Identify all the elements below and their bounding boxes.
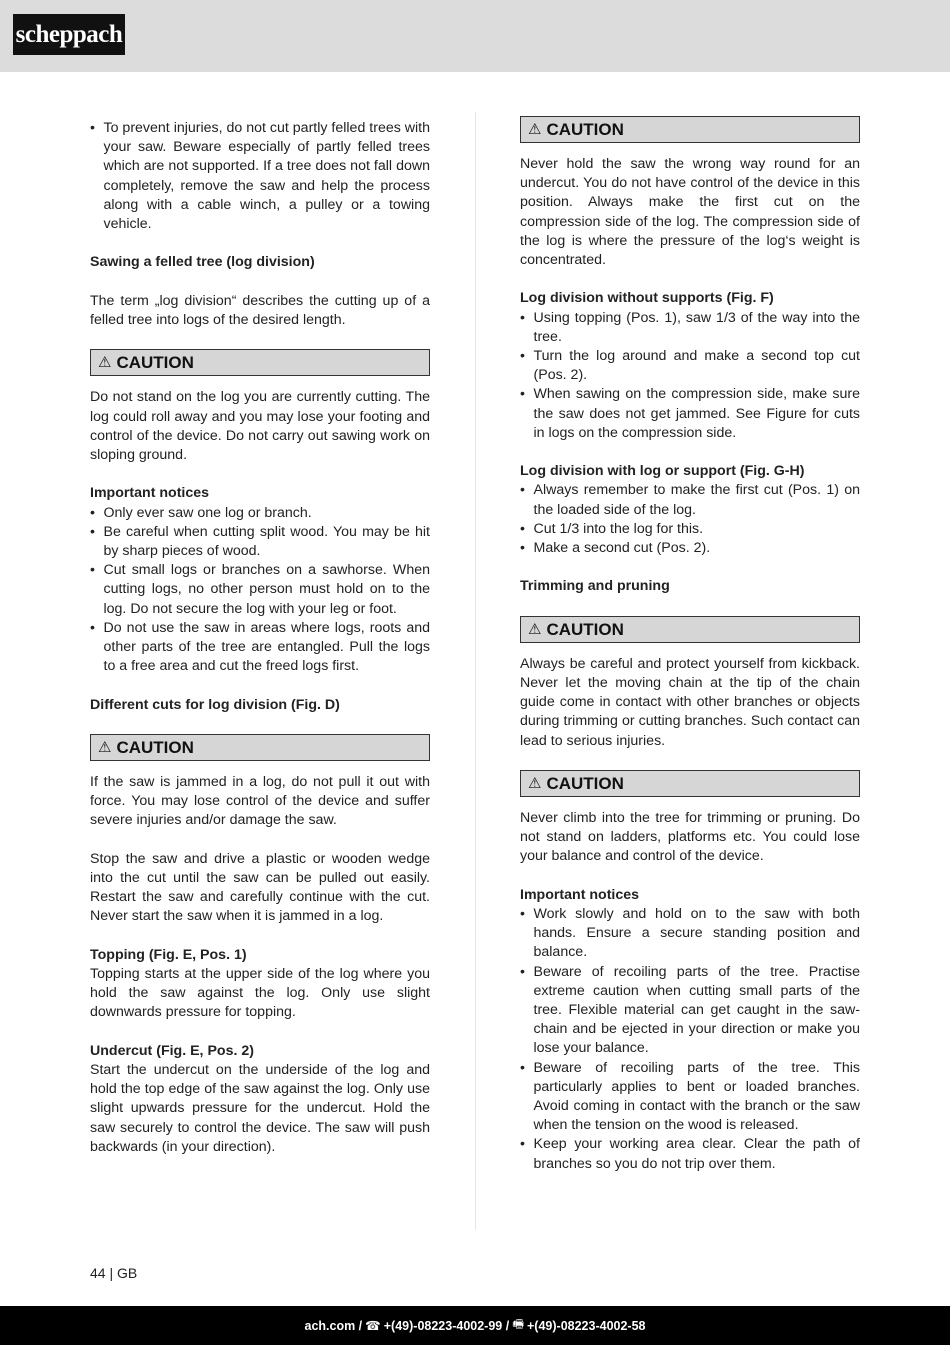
caution-box: [520, 616, 860, 643]
list-item: • To prevent injuries, do not cut partly felled trees with your saw. Beware especially of partly felled trees which are not supported. If a tree does not fall down completely, remove the saw and help the process along with a cable winch, a pulley or a towing vehicle.: [90, 119, 430, 234]
caution-box: [90, 734, 430, 761]
section-heading: Different cuts for log division (Fig. D): [90, 696, 340, 713]
warning-triangle-icon: ⚠: [98, 738, 112, 756]
list-item: • Be careful when cutting split wood. You may be hit by sharp pieces of wood.: [90, 523, 430, 561]
paragraph: Never hold the saw the wrong way round for an undercut. You do not have control of the device in this position. Always make the first cut on the compression side of the log. The compression side of the log is where the pressure of the log‘s weight is concentrated.: [520, 156, 860, 269]
section-heading: Important notices: [520, 886, 640, 903]
list-item: • When sawing on the compression side, make sure the saw does not get jammed. See Figure for cuts in logs on the compression side.: [520, 385, 860, 443]
list-item: • Cut 1/3 into the log for this.: [520, 520, 860, 539]
list-item: • Keep your working area clear. Clear the path of branches so you do not trip over them.: [520, 1135, 860, 1173]
list-item: • Only ever saw one log or branch.: [90, 504, 430, 523]
section-heading: Trimming and pruning: [520, 578, 670, 595]
phone-number: +(49)-08223-4002-99 /: [383, 1318, 510, 1333]
warning-triangle-icon: ⚠: [98, 354, 112, 372]
fax-icon: 🖷: [512, 1317, 524, 1331]
intro-list: [90, 119, 430, 234]
caution-box: [520, 770, 860, 797]
fax-number: +(49)-08223-4002-58: [527, 1318, 646, 1333]
section-heading: Log division with log or support (Fig. G-H): [520, 463, 805, 480]
paragraph: The term „log division“ describes the cutting up of a felled tree into logs of the desired length.: [90, 292, 430, 328]
list-item: • Make a second cut (Pos. 2).: [520, 539, 860, 558]
paragraph: Always be careful and protect yourself from kickback. Never let the moving chain at the tip of the chain guide come in contact with other branches or objects during trimming or cutting branches. Such contact can lead to serious injuries.: [520, 655, 860, 749]
paragraph: Never climb into the tree for trimming or pruning. Do not stand on ladders, platforms etc. You could lose your balance and control of the device.: [520, 810, 860, 865]
right-column: [520, 116, 860, 1174]
section-heading: Important notices: [90, 485, 210, 502]
support-list: [520, 481, 860, 558]
section-heading: Topping (Fig. E, Pos. 1): [90, 946, 247, 963]
phone-icon: ☎: [365, 1319, 381, 1333]
section-heading: Undercut (Fig. E, Pos. 2): [90, 1042, 254, 1059]
list-item: • Beware of recoiling parts of the tree. This particularly applies to bent or loaded branches. Avoid coming in contact with the branch or the saw when the tension on the wood is released.: [520, 1059, 860, 1136]
caution-box: [520, 116, 860, 143]
list-item: • Work slowly and hold on to the saw with both hands. Ensure a secure standing position and balance.: [520, 905, 860, 963]
column-divider: [475, 112, 476, 1230]
left-column: [90, 119, 430, 1157]
section-heading: Log division without supports (Fig. F): [520, 290, 774, 307]
paragraph: Stop the saw and drive a plastic or wooden wedge into the cut until the saw can be pulled out easily. Restart the saw and carefully continue with the cut. Never start the saw when it is jammed in a log.: [90, 850, 430, 925]
list-item: • Beware of recoiling parts of the tree. Practise extreme caution when cutting small parts of the tree. Flexible material can get caught in the saw-chain and be ejected in your direction or make you lose your balance.: [520, 963, 860, 1059]
list-item: • Do not use the saw in areas where logs, roots and other parts of the tree are entangled. Pull the logs to a free area and cut the freed logs first.: [90, 619, 430, 677]
list-item: • Always remember to make the first cut (Pos. 1) on the loaded side of the log.: [520, 481, 860, 519]
notices-list: [90, 504, 430, 677]
warning-triangle-icon: ⚠: [528, 774, 542, 792]
list-item: • Using topping (Pos. 1), saw 1/3 of the way into the tree.: [520, 309, 860, 347]
caution-title: CAUTION: [546, 773, 624, 793]
nosupport-list: [520, 309, 860, 443]
warning-triangle-icon: ⚠: [528, 620, 542, 638]
notices-list: [520, 905, 860, 1174]
list-item: • Cut small logs or branches on a sawhorse. When cutting logs, no other person must hold on to the log. Do not secure the log with your leg or foot.: [90, 561, 430, 619]
header-band: [0, 0, 950, 72]
contact-text: ach.com /: [304, 1318, 363, 1333]
caution-box: [90, 349, 430, 376]
section-heading: Sawing a felled tree (log division): [90, 254, 315, 271]
brand-logo: scheppach: [13, 14, 125, 55]
page-number: 44 | GB: [90, 1265, 138, 1281]
paragraph: Do not stand on the log you are currently cutting. The log could roll away and you may lose your footing and control of the device. Do not carry out sawing work on sloping ground.: [90, 389, 430, 463]
caution-title: CAUTION: [546, 619, 624, 639]
paragraph: Start the undercut on the underside of the log and hold the top edge of the saw against the log. Only use slight upwards pressure for the undercut. Hold the saw securely to control the device. The saw will push backwards (in your direction).: [90, 1062, 430, 1155]
paragraph: If the saw is jammed in a log, do not pull it out with force. You may lose control of the device and suffer severe injuries and/or damage the saw.: [90, 774, 430, 829]
caution-title: CAUTION: [546, 119, 624, 139]
footer-bar: [0, 1306, 950, 1345]
caution-title: CAUTION: [116, 353, 194, 373]
warning-triangle-icon: ⚠: [528, 120, 542, 138]
caution-title: CAUTION: [116, 737, 194, 757]
list-item: • Turn the log around and make a second top cut (Pos. 2).: [520, 347, 860, 385]
paragraph: Topping starts at the upper side of the log where you hold the saw against the log. Only use slight downwards pressure for topping.: [90, 966, 430, 1021]
